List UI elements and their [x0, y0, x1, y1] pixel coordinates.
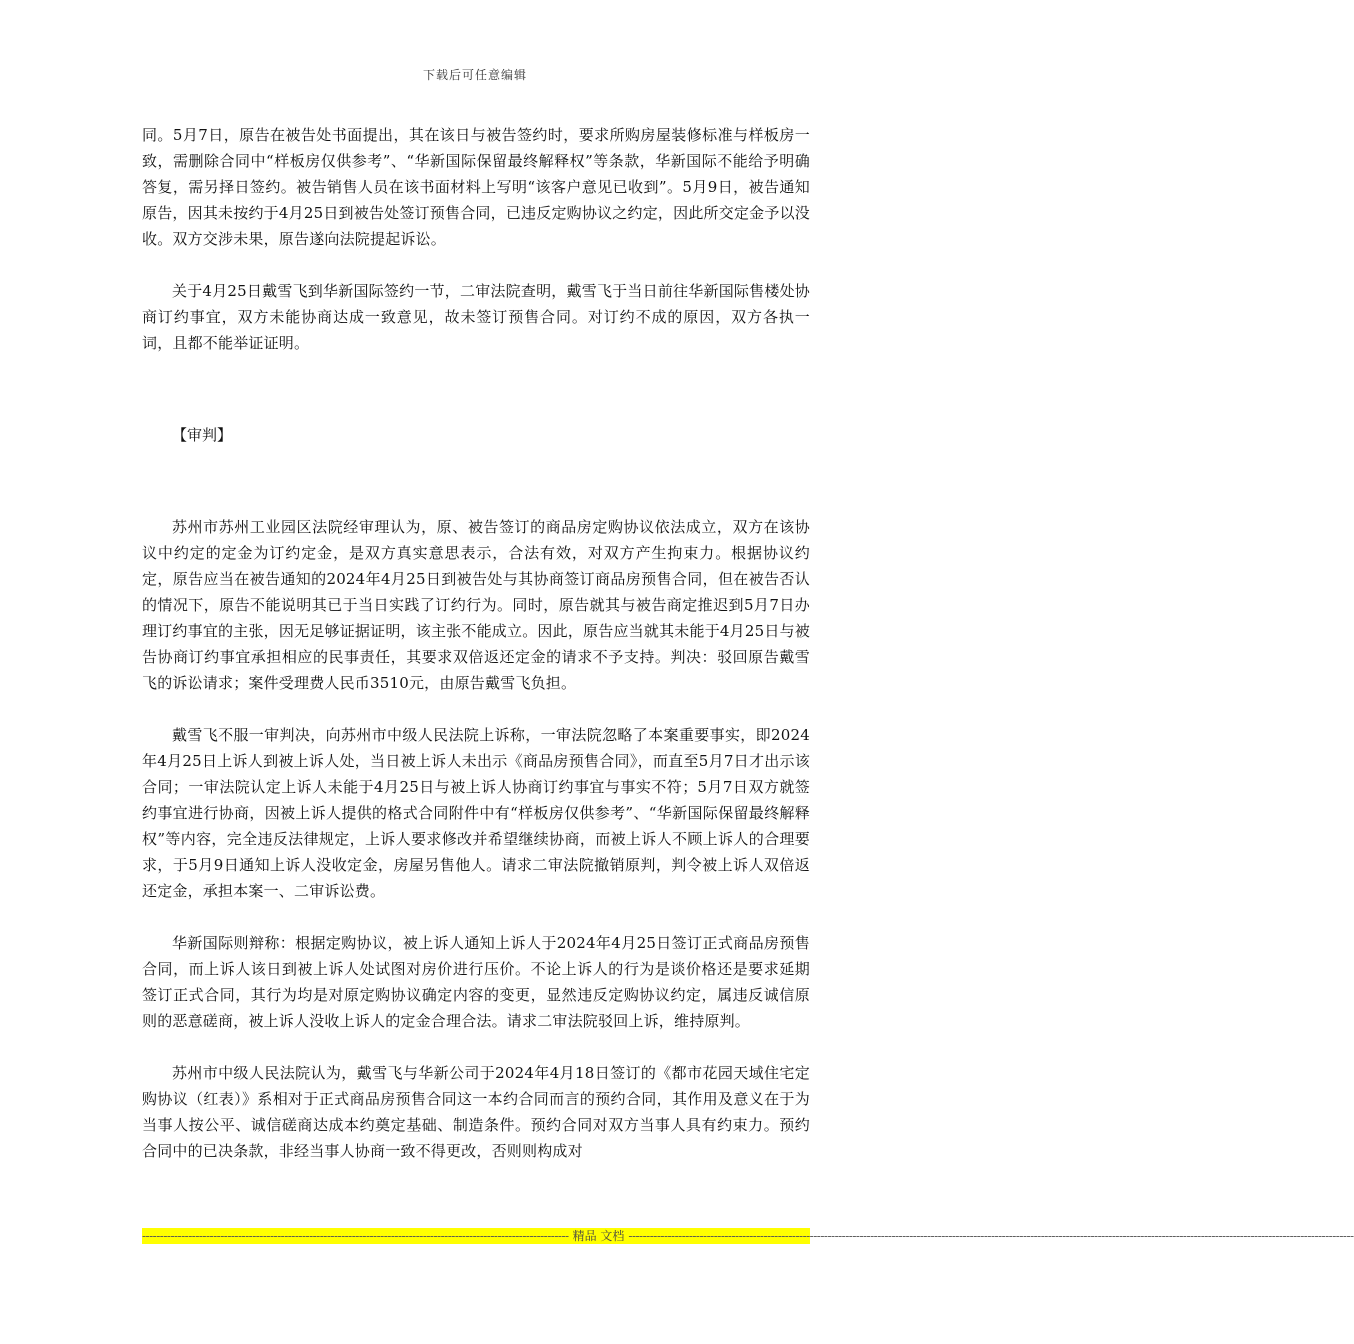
page-header: 下载后可任意编辑 [422, 68, 527, 82]
paragraph-first-instance: 苏州市苏州工业园区法院经审理认为，原、被告签订的商品房定购协议依法成立，双方在该协议中约定的定金为订约定金，是双方真实意思表示，合法有效，对双方产生拘束力。根据协议约定，原告应当在被告通知的2024年4月25日到被告处与其协商签订商品房预售合同，但在被告否认的情况下，原告不能说明其已于当日实践了订约行为。同时，原告就其与被告商定推迟到5月7日办理订约事宜的主张，因无足够证据证明，该主张不能成立。因此，原告应当就其未能于4月25日与被告协商订约事宜承担相应的民事责任，其要求双倍返还定金的请求不予支持。判决：驳回原告戴雪飞的诉讼请求；案件受理费人民币3510元，由原告戴雪飞负担。 [142, 518, 810, 692]
footer-dashes-left: ------------------------------------------------------------------------------------------------------------------------ [142, 1229, 569, 1243]
footer-highlight-bar [142, 1228, 1354, 1244]
document-body [142, 122, 810, 1164]
section-title-judgment: 【审判】 [172, 426, 233, 444]
paragraph-gap [142, 356, 810, 422]
paragraph-fact-finding: 关于4月25日戴雪飞到华新国际签约一节，二审法院查明，戴雪飞于当日前往华新国际售楼处协商订约事宜，双方未能协商达成一致意见，故未签订预售合同。对订约不成的原因，双方各执一词，且都不能举证证明。 [142, 282, 810, 352]
paragraph-defense: 华新国际则辩称：根据定购协议，被上诉人通知上诉人于2024年4月25日签订正式商品房预售合同，而上诉人该日到被上诉人处试图对房价进行压价。不论上诉人的行为是谈价格还是要求延期签订正式合同，其行为均是对原定购协议确定内容的变更，显然违反定购协议约定，属违反诚信原则的恶意磋商，被上诉人没收上诉人的定金合理合法。请求二审法院驳回上诉，维持原判。 [142, 934, 810, 1030]
paragraph-gap [142, 904, 810, 930]
paragraph-gap [142, 252, 810, 278]
paragraph-continuation: 同。5月7日，原告在被告处书面提出，其在该日与被告签约时，要求所购房屋装修标准与样板房一致，需删除合同中“样板房仅供参考”、“华新国际保留最终解释权”等条款，华新国际不能给予明确答复，需另择日签约。被告销售人员在该书面材料上写明“该客户意见已收到”。5月9日，被告通知原告，因其未按约于4月25日到被告处签订预售合同，已违反定购协议之约定，因此所交定金予以没收。双方交涉未果，原告遂向法院提起诉讼。 [142, 126, 810, 248]
paragraph-appeal: 戴雪飞不服一审判决，向苏州市中级人民法院上诉称，一审法院忽略了本案重要事实，即2024年4月25日上诉人到被上诉人处，当日被上诉人未出示《商品房预售合同》，而直至5月7日才出示该合同；一审法院认定上诉人未能于4月25日与被上诉人协商订约事宜与事实不符；5月7日双方就签约事宜进行协商，因被上诉人提供的格式合同附件中有“样板房仅供参考”、“华新国际保留最终解释权”等内容，完全违反法律规定，上诉人要求修改并希望继续协商，而被上诉人不顾上诉人的合理要求，于5月9日通知上诉人没收定金，房屋另售他人。请求二审法院撤销原判，判令被上诉人双倍返还定金，承担本案一、二审诉讼费。 [142, 726, 810, 900]
paragraph-second-instance: 苏州市中级人民法院认为，戴雪飞与华新公司于2024年4月18日签订的《都市花园天域住宅定购协议（红表）》系相对于正式商品房预售合同这一本约合同而言的预约合同，其作用及意义在于为当事人按公平、诚信磋商达成本约奠定基础、制造条件。预约合同对双方当事人具有约束力。预约合同中的已决条款，非经当事人协商一致不得更改，否则则构成对 [142, 1064, 810, 1160]
footer-dashes-right: ------------------------------------------------------------------------------------------------------------------------------------------------------------------------------------------------------------ [628, 1229, 1354, 1243]
paragraph-gap [142, 448, 810, 514]
paragraph-gap [142, 696, 810, 722]
footer-label: 精品 文档 [572, 1229, 625, 1243]
paragraph-gap [142, 1034, 810, 1060]
